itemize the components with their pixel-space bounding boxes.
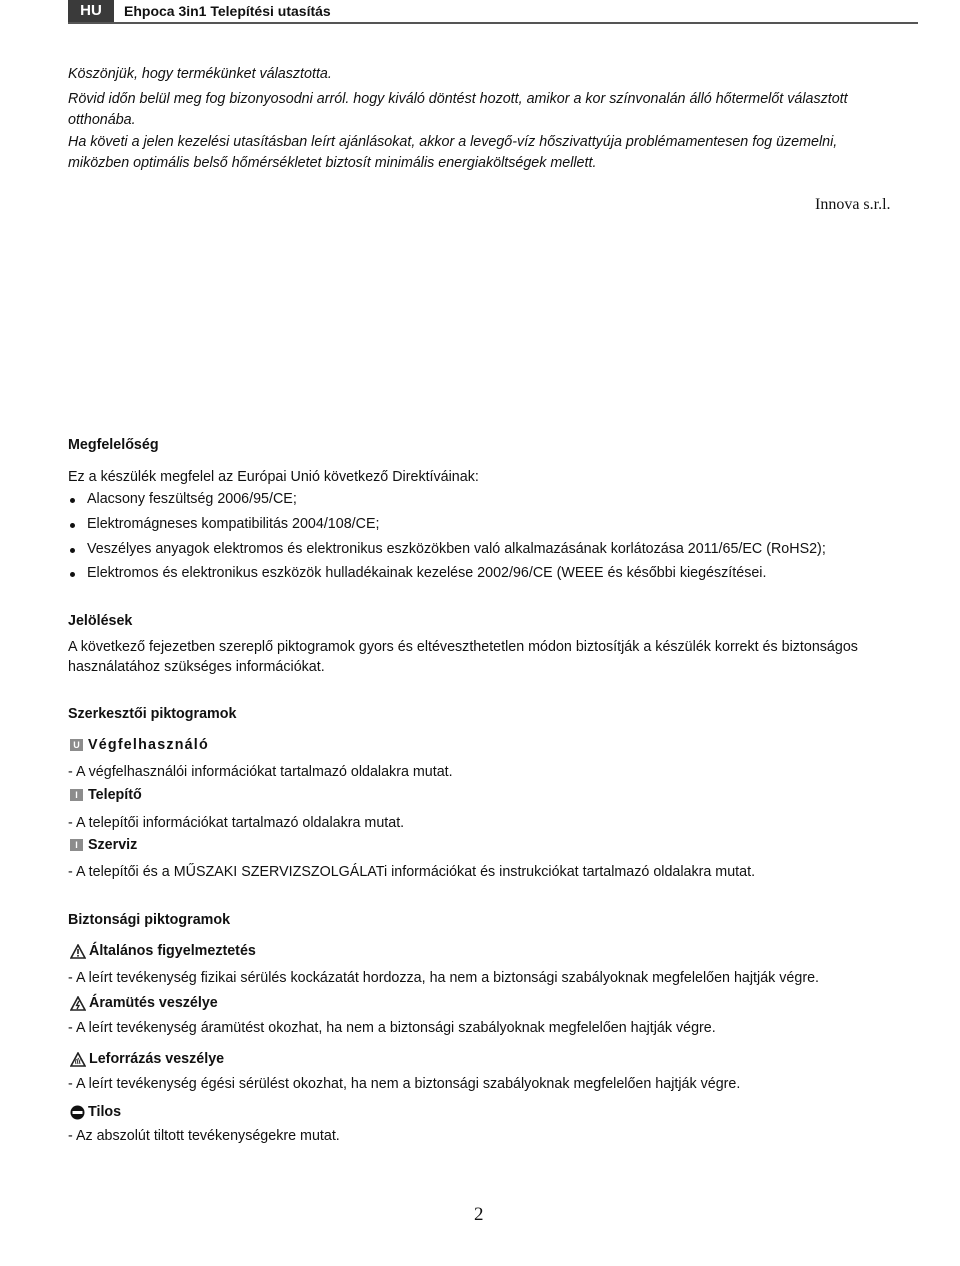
installer-desc: - A telepítői információkat tartalmazó oldalakra mutat.	[68, 815, 405, 831]
electric-shock-pictogram: Áramütés veszélye	[70, 995, 218, 1011]
markings-heading: Jelölések	[68, 613, 133, 629]
electric-shock-icon	[70, 996, 86, 1011]
warning-triangle-icon	[70, 944, 86, 959]
document-title: Ehpoca 3in1 Telepítési utasítás	[124, 3, 331, 19]
bullet-dot	[70, 498, 75, 503]
general-warning-pictogram: Általános figyelmeztetés	[70, 943, 256, 959]
bullet-dot	[70, 548, 75, 553]
electric-shock-desc: - A leírt tevékenység áramütést okozhat, ha nem a biztonsági szabályoknak megfelelően hajtják végre.	[68, 1020, 716, 1036]
conformity-heading: Megfelelőség	[68, 437, 159, 453]
end-user-desc: - A végfelhasználói információkat tartalmazó oldalakra mutat.	[68, 764, 453, 780]
markings-text: A következő fejezetben szereplő piktogramok gyors és eltéveszthetetlen módon biztosítják a készülék korrekt és biztonságos használatához szükséges információkat.	[68, 639, 858, 675]
service-icon: I	[70, 839, 83, 851]
service-desc: - A telepítői és a MŰSZAKI SZERVIZSZOLGÁLATi információkat és instrukciókat tartalmazó oldalakra mutat.	[68, 864, 756, 880]
scalding-desc: - A leírt tevékenység égési sérülést okozhat, ha nem a biztonsági szabályoknak megfelelően hajtják végre.	[68, 1076, 741, 1092]
bullet-dot	[70, 523, 75, 528]
scalding-pictogram: Leforrázás veszélye	[70, 1051, 224, 1067]
prohibited-pictogram: Tilos	[70, 1104, 121, 1120]
prohibited-icon	[70, 1105, 85, 1120]
general-warning-desc: - A leírt tevékenység fizikai sérülés kockázatát hordozza, ha nem a biztonsági szabályoknak megfelelően hajtják végre.	[68, 970, 819, 986]
safety-heading: Biztonsági piktogramok	[68, 912, 231, 928]
conformity-intro: Ez a készülék megfelel az Európai Unió következő Direktíváinak:	[68, 469, 479, 485]
heat-hazard-icon	[70, 1052, 86, 1067]
service-pictogram: I Szerviz	[70, 837, 137, 853]
editorial-heading: Szerkesztői piktogramok	[68, 706, 237, 722]
intro-soon: Rövid időn belül meg fog bizonyosodni arról. hogy kiváló döntést hozott, amikor a kor színvonalán álló hőtermelőt választott otthonába.	[68, 91, 848, 128]
page-number: 2	[474, 1204, 484, 1225]
company-signature: Innova s.r.l.	[815, 196, 891, 213]
end-user-icon: U	[70, 739, 83, 751]
intro-follow: Ha követi a jelen kezelési utasításban leírt ajánlásokat, akkor a levegő-víz hőszivattyúja problémamentesen fog üzemelni, miközben optimális belső hőmérsékletet biztosít minimális energiaköltségek mellett.	[68, 134, 838, 171]
page-header	[68, 0, 918, 24]
bullet-dot	[70, 572, 75, 577]
installer-pictogram: I Telepítő	[70, 787, 142, 803]
intro-thanks: Köszönjük, hogy termékünket választotta.	[68, 66, 332, 82]
prohibited-desc: - Az abszolút tiltott tevékenységekre mutat.	[68, 1128, 340, 1144]
end-user-pictogram: U Végfelhasználó	[70, 737, 209, 753]
language-badge: HU	[68, 0, 114, 22]
installer-icon: I	[70, 789, 83, 801]
